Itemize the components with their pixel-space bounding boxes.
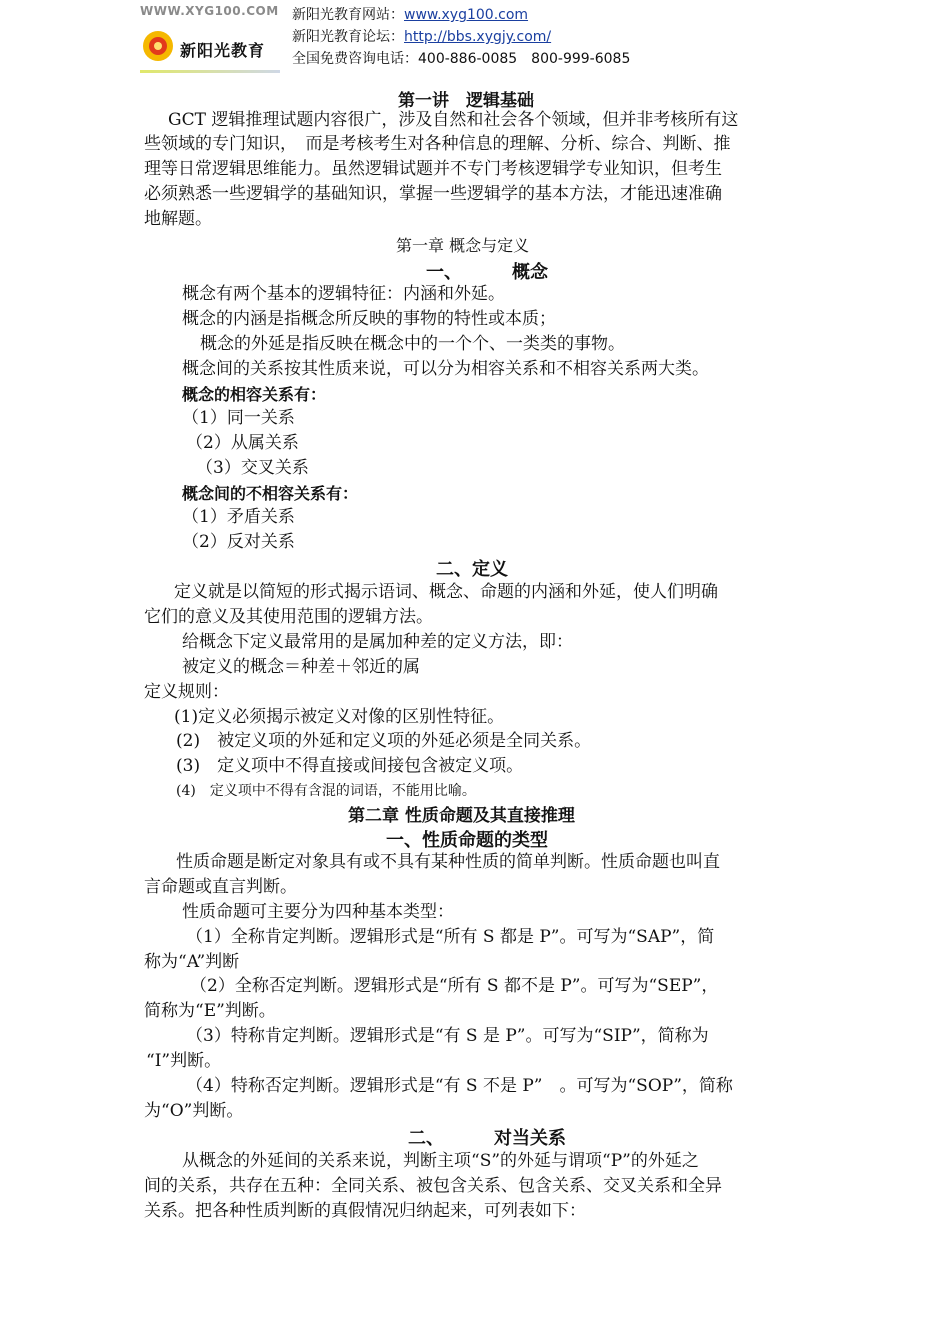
intro-line: 必须熟悉一些逻辑学的基础知识，掌握一些逻辑学的基本方法，才能迅速准确 — [144, 184, 722, 204]
header-forum-label: 新阳光教育论坛： — [292, 29, 404, 45]
logo — [140, 28, 280, 76]
opposition-line: 关系。把各种性质判断的真假情况归纳起来，可列表如下： — [144, 1201, 586, 1221]
definition-line: 定义就是以简短的形式揭示语词、概念、命题的内涵和外延，使人们明确 — [174, 582, 718, 602]
definition-line: 给概念下定义最常用的是属加种差的定义方法，即： — [182, 632, 573, 652]
incompatible-relations-title: 概念间的不相容关系有： — [182, 484, 359, 503]
intro-line: GCT 逻辑推理试题内容很广，涉及自然和社会各个领域，但并非考核所有这 — [168, 110, 739, 130]
header-website-label: 新阳光教育网站： — [292, 7, 404, 23]
lecture-title: 第一讲 逻辑基础 — [398, 91, 534, 111]
proposition-line: 言命题或直言判断。 — [144, 877, 297, 897]
proposition-line: （4）特称否定判断。逻辑形式是“有 S 不是 P” 。可写为“SOP”，简称 — [186, 1076, 733, 1096]
intro-line: 地解题。 — [144, 209, 212, 229]
definition-rule: (3) 定义项中不得直接或间接包含被定义项。 — [176, 756, 524, 776]
proposition-line: （2）全称否定判断。逻辑形式是“所有 S 都不是 P”。可写为“SEP”， — [190, 976, 719, 996]
proposition-line: （3）特称肯定判断。逻辑形式是“有 S 是 P”。可写为“SIP”，简称为 — [186, 1026, 709, 1046]
compatible-item: （3）交叉关系 — [196, 458, 309, 478]
chapter-2-section-1-title: 一、性质命题的类型 — [386, 830, 548, 851]
concept-line: 概念有两个基本的逻辑特征：内涵和外延。 — [182, 284, 505, 304]
compatible-relations-title: 概念的相容关系有： — [182, 385, 327, 404]
proposition-line: 为“O”判断。 — [144, 1101, 244, 1121]
compatible-item: （2）从属关系 — [186, 433, 299, 453]
chapter-2-section-2-number: 二、 — [408, 1128, 444, 1149]
logo-name: 新阳光教育 — [180, 41, 266, 60]
section-2-title: 二、定义 — [436, 559, 508, 580]
concept-line: 概念的外延是指反映在概念中的一个个、一类类的事物。 — [200, 334, 625, 354]
proposition-line: “I”判断。 — [146, 1051, 222, 1071]
header-phone-line: 全国免费咨询电话：400-886-0085 800-999-6085 — [292, 51, 631, 67]
proposition-line: 简称为“E”判断。 — [144, 1001, 276, 1021]
definition-rules-title: 定义规则： — [144, 682, 229, 702]
concept-line: 概念间的关系按其性质来说，可以分为相容关系和不相容关系两大类。 — [182, 359, 709, 379]
proposition-line: 称为“A”判断 — [144, 952, 240, 972]
header-forum-line — [292, 26, 551, 46]
section-1-name: 概念 — [512, 262, 548, 283]
logo-site-text: WWW.XYG100.COM — [140, 4, 279, 18]
proposition-line: 性质命题是断定对象具有或不具有某种性质的简单判断。性质命题也叫直 — [176, 852, 720, 872]
incompatible-item: （1）矛盾关系 — [182, 507, 295, 527]
chapter-2-section-2-name: 对当关系 — [494, 1128, 566, 1149]
compatible-item: （1）同一关系 — [182, 408, 295, 428]
proposition-line: 性质命题可主要分为四种基本类型： — [182, 902, 454, 922]
definition-line: 被定义的概念＝种差＋邻近的属 — [182, 657, 420, 677]
sun-logo-icon — [140, 28, 176, 64]
definition-rule: (4) 定义项中不得有含混的词语，不能用比喻。 — [176, 783, 476, 799]
proposition-line: （1）全称肯定判断。逻辑形式是“所有 S 都是 P”。可写为“SAP”，简 — [186, 927, 715, 947]
incompatible-item: （2）反对关系 — [182, 532, 295, 552]
header-website-line — [292, 4, 528, 24]
definition-line: 它们的意义及其使用范围的逻辑方法。 — [144, 607, 433, 627]
chapter-1-title: 第一章 概念与定义 — [396, 236, 530, 255]
definition-rule: (2) 被定义项的外延和定义项的外延必须是全同关系。 — [176, 731, 592, 751]
definition-rule: (1)定义必须揭示被定义对像的区别性特征。 — [174, 707, 505, 727]
intro-line: 些领域的专门知识， 而是考核考生对各种信息的理解、分析、综合、判断、推 — [144, 134, 731, 154]
chapter-2-title: 第二章 性质命题及其直接推理 — [348, 806, 575, 826]
opposition-line: 间的关系，共存在五种：全同关系、被包含关系、包含关系、交叉关系和全异 — [144, 1176, 722, 1196]
concept-line: 概念的内涵是指概念所反映的事物的特性或本质； — [182, 309, 556, 329]
intro-line: 理等日常逻辑思维能力。虽然逻辑试题并不专门考核逻辑学专业知识，但考生 — [144, 159, 722, 179]
section-1-number: 一、 — [426, 262, 462, 283]
logo-underline — [140, 70, 280, 73]
opposition-line: 从概念的外延间的关系来说，判断主项“S”的外延与谓项“P”的外延之 — [182, 1151, 699, 1171]
website-link[interactable]: www.xyg100.com — [404, 7, 529, 23]
forum-link[interactable]: http://bbs.xygjy.com/ — [404, 29, 552, 45]
